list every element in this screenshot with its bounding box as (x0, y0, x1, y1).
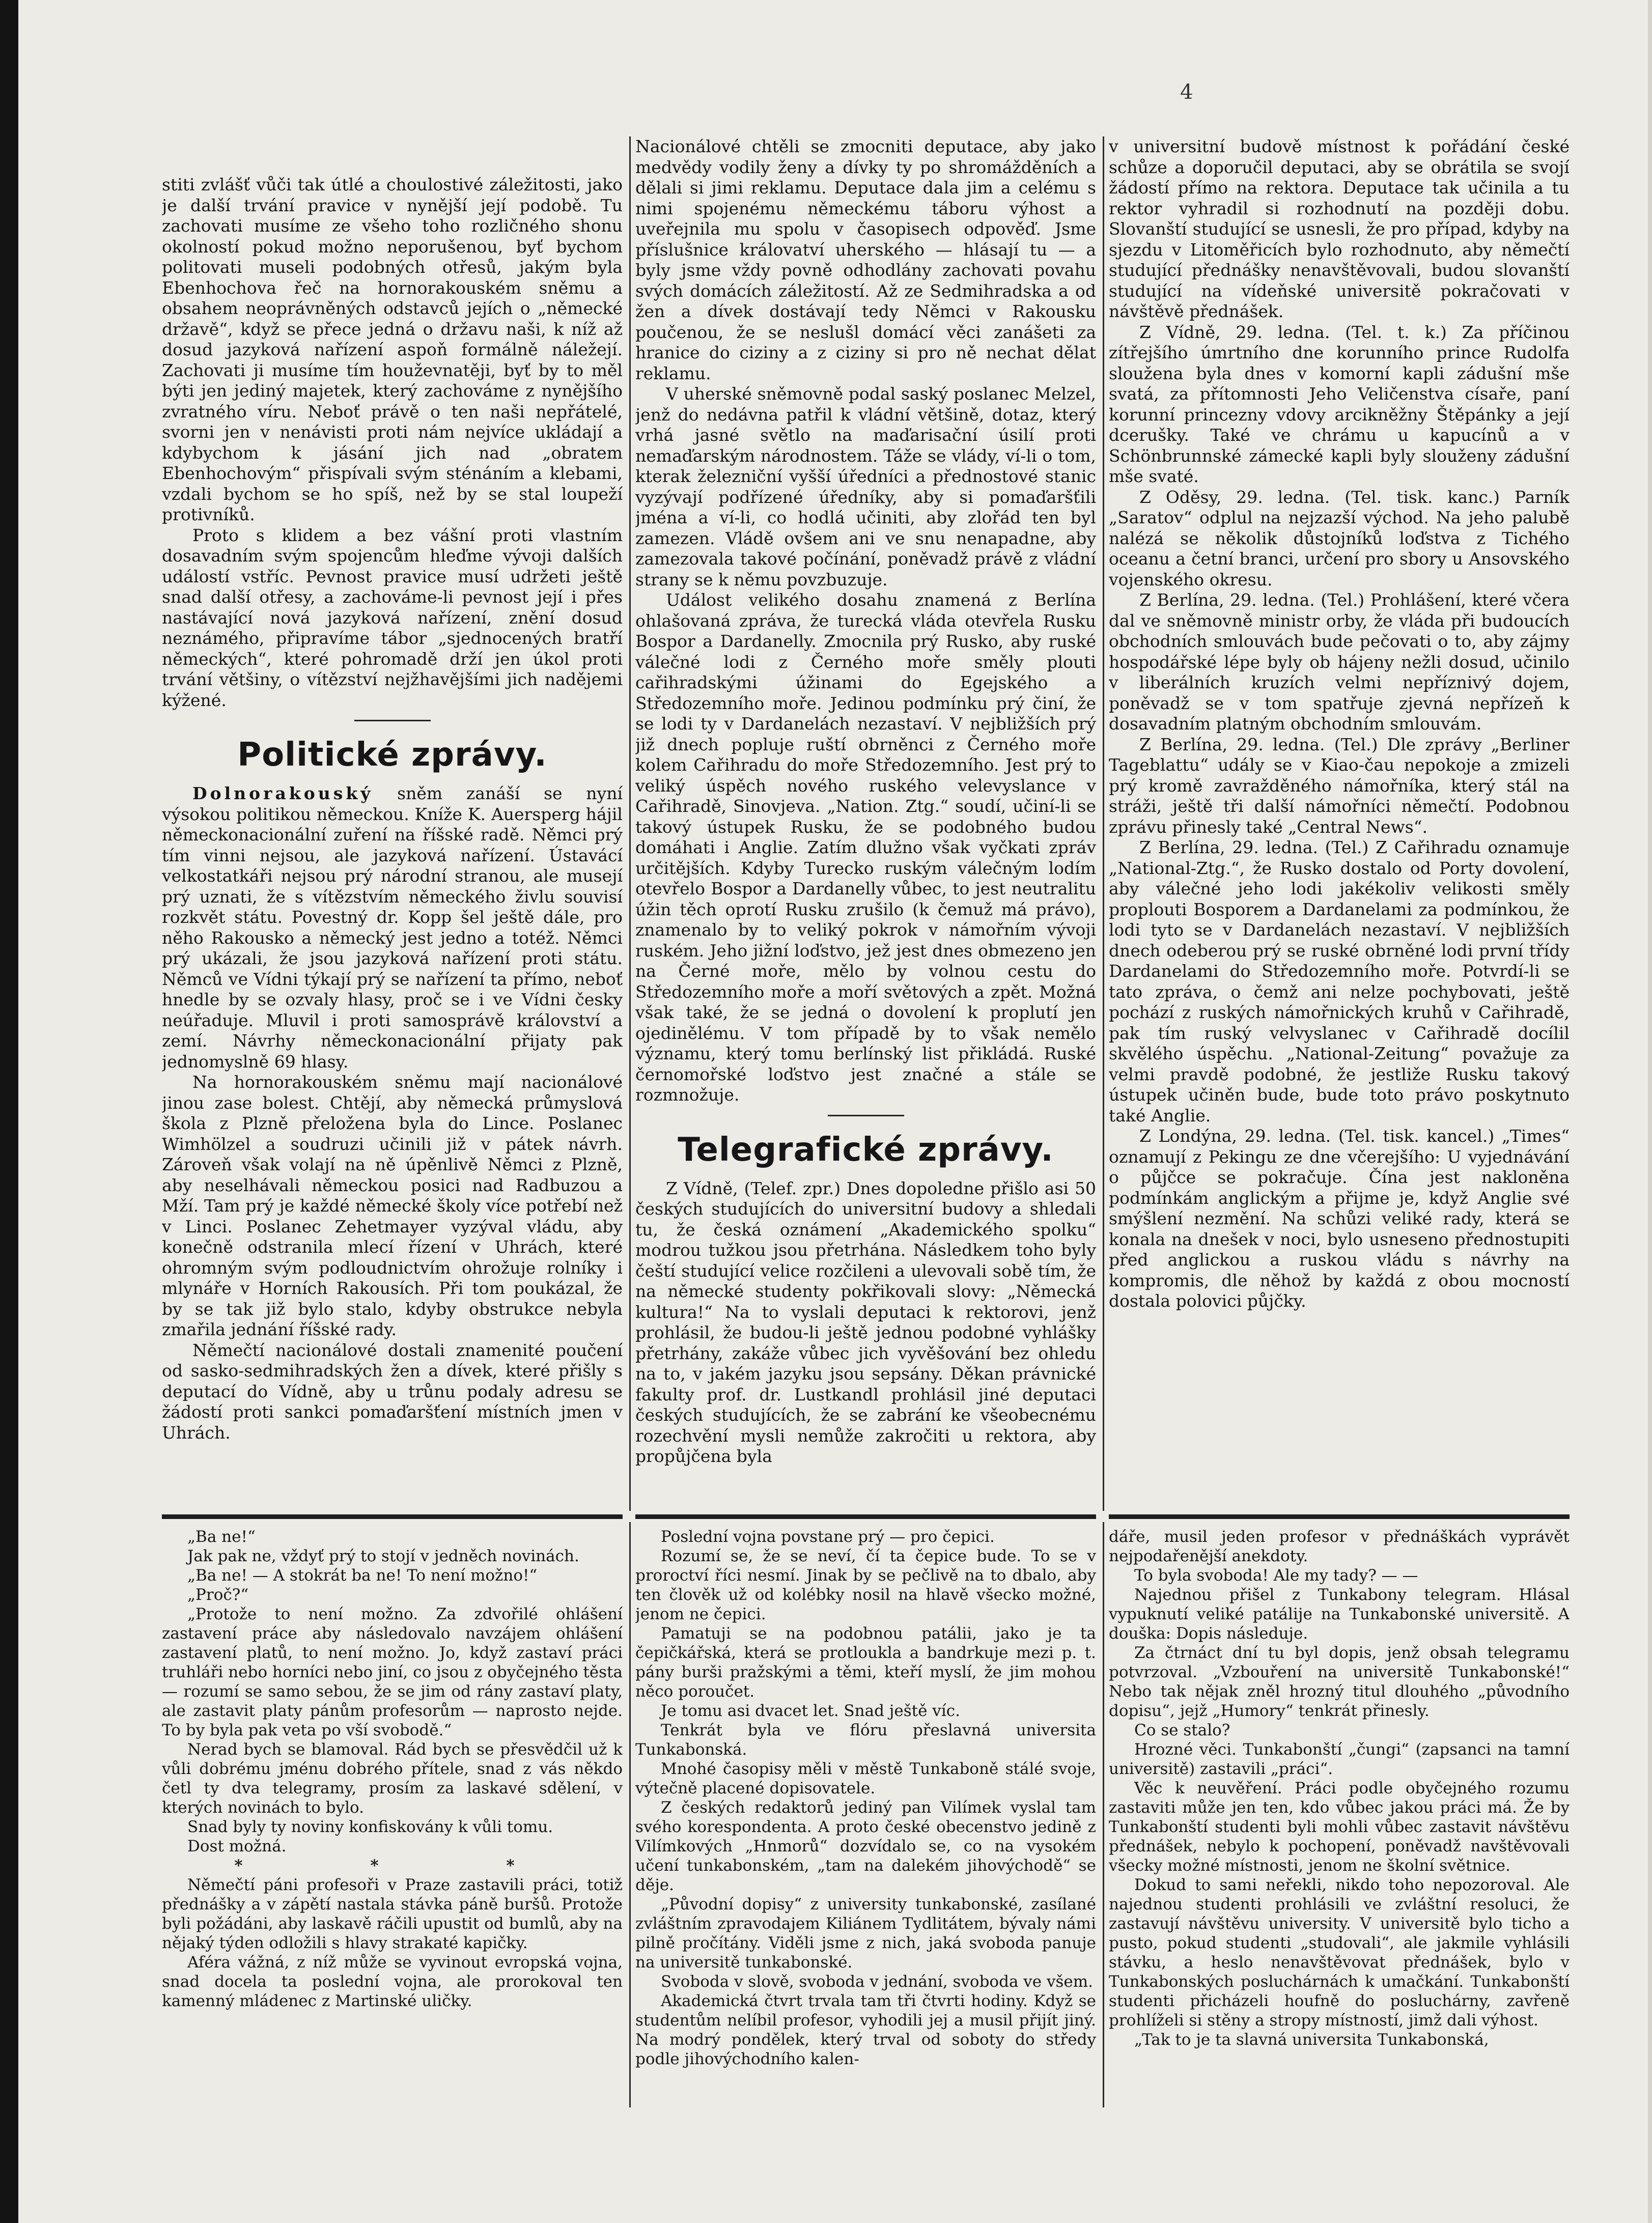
col1-paragraph-2: Proto s klidem a bez vášní proti vlastním dosavadním svým spojencům hleďme vývoji dalších událostí vstříc. Pevnost pravice musí udržeti ještě snad další otřesy, a zachováme-li pevnost její i přes nastávající nová jazyková nařízení, znění dosud neznámého, připravíme tábor „sjednocených bratří německých“, které pohromadě drží jen úkol proti trvání většiny, o vítězství nejžhavějšími jich nadějemi kýžené. (162, 525, 623, 710)
feuilleton-1-line-1: „Ba ne!“ (187, 1528, 256, 1546)
feuilleton-2-line-4: Je tomu asi dvacet let. Snad ještě víc. (661, 1702, 960, 1720)
feuilleton-3-line-7: Věc k neuvěření. Práci podle obyčejného rozumu zastaviti může jen ten, kdo vůbec jakou práci má. Že by Tunkabonští studenti byli mohli vůbec zastavit návštěvu přednášek, nebylo k pochopení, poněvadž navštěvovali všecky možné místnosti, jenom ne školní světnice. (1109, 1779, 1570, 1875)
feuilleton-3-line-3: Najednou přišel z Tunkabony telegram. Hlásal vypuknutí veliké patálije na Tunkabonské universitě. A douška: Dopis následuje. (1109, 1586, 1570, 1643)
feuilleton-1-line-7: Snad byly ty noviny konfiskovány k vůli tomu. (187, 1818, 553, 1836)
feuilleton-3-line-1: dáře, musil jeden profesor v přednáškách vyprávět nejpodařenější anekdoty. (1109, 1528, 1570, 1565)
feuilleton-divider-3 (1109, 1514, 1570, 1519)
feuilleton-1-line-10: Aféra vážná, z níž může se vyvinout evropská vojna, snad docela ta poslední vojna, ale prorokoval ten kamenný mládenec z Martinské uličky. (162, 1953, 623, 2010)
feuilleton-3-line-9: „Tak to je ta slavná universita Tunkabonská, (1134, 2031, 1489, 2049)
section-separator (354, 720, 431, 721)
feuilleton-2-line-2: Rozumí se, že se neví, čí ta čepice bude. To se v proroctví říci nesmí. Jinak by se pečlivě na to dbalo, aby ten člověk už od kolébky nosil na hlavě všecko možné, jenom ne čepici. (635, 1547, 1096, 1623)
feuilleton-1-line-6: Nerad bych se blamoval. Rád bych se přesvědčil už k vůli dobrému jménu dobrého přítele, snad z vás někdo četl ty dva telegramy, prosím za laskavé sdělení, v kterých novinách to bylo. (162, 1740, 623, 1817)
news1-text: sněm zanáší se nyní výsokou politikou německou. Kníže K. Auersperg hájil německonacionální zuření na říšské radě. Němci prý tím vinni nejsou, ale jazyková nařízení. Ústavácí velkostatkáři nejsou prý národní stranou, ale musejí prý uznati, že s vítězstvím německého živlu souvisí rozkvět státu. Povestný dr. Kopp šel ještě dále, pro něho Rakousko a německý jest jedno a totéž. Němci prý ukázali, že jsou jazyková nařízení proti státu. Němců ve Vídni týkají prý se nařízení ta přímo, neboť hnedle by se ozvaly hlasy, proč se i ve Vídni česky neúřaduje. Mluvil i proti samosprávě království a zemí. Návrhy německonacionální přijaty pak jednomyslně 69 hlasy. (162, 783, 623, 1072)
col2-paragraph-1: Nacionálové chtěli se zmocniti deputace, aby jako medvědy vodily ženy a dívky ty po shromážděních a dělali si jimi reklamu. Deputace dala jim a celému s nimi spojenému německému táboru výhost a uveřejnila mu spolu v časopisech odpověď. Jsme příslušnice královatví uherského — hlásají tu — a byly jsme vždy povně odhodlány zachovati povahu svých domácích záležitostí. Až ze Sedmihradska a od žen a dívek dostávají tedy Němci v Rakousku poučenou, že se neslušl domácí věci zanášeti za hranice do ciziny a z ciziny si pro ně nechat dělat reklamu. (635, 136, 1096, 383)
section-separator (828, 1115, 904, 1116)
feuilleton-column-3 (1109, 1527, 1570, 2158)
feuilleton-3-line-4: Za čtrnáct dní tu byl dopis, jenž obsah telegramu potvrzoval. „Vzbouření na universitě Tunkabonské!“ Nebo tak nějak zněl hrozný titul dlouhého „původního dopisu“, jejž „Humory“ tenkrát přinesly. (1109, 1644, 1570, 1720)
feuilleton-2-line-5: Tenkrát byla ve flóru přeslavná universita Tunkabonská. (635, 1721, 1096, 1759)
telegram-odessa: Z Oděsy, 29. ledna. (Tel. tisk. kanc.) Parník „Saratov“ odplul na nejzazší východ. Na jeho palubě nalézá se několik důstojníků loďstva z Tichého oceanu a četní branci, určení pro sbory u Ansovského vojenského okresu. (1109, 487, 1570, 589)
feuilleton-1-line-9: Němečtí páni profesoři v Praze zastavili práci, totiž přednášky a v zápětí nastala stávka páně buršů. Protože byli požádáni, aby laskavě ráčili upustit od bumlů, aby na nějaký týden odložili s hlavy strakaté kapičky. (162, 1876, 623, 1952)
col2-paragraph-3: Událost velikého dosahu znamená z Berlína ohlašovaná zpráva, že turecká vláda otevřela Rusku Bospor a Dardanelly. Zmocnila prý Rusko, aby ruské válečné lodi z Černého moře směly plouti cařihradskými úžinami do Egejského a Středozemního moře. Jedinou podmínku prý činí, že se lodi ty v Dardanelách nezastaví. V nejbližších prý již dnech popluje ruští obrněnci z Černého moře kolem Cařihradu do moře Středozemního. Jest prý to veliký úspěch nového ruského velevyslance v Cařihradě, Sinovjeva. „Nation. Ztg.“ soudí, učiní-li se takový ústupek Rusku, že se podobného budou domáhati i Anglie. Zatím dlužno však vyčkati zpráv určitějších. Kdyby Turecko ruským válečným lodím otevřelo Bospor a Dardanelly vůbec, to jest neutralitu úžin těch oprotí Rusku zrušilo (k čemuž má právo), znamenalo by to veliký pokrok v námořním vývoji ruském. Jeho jižní loďstvo, jež jest dnes obmezeno jen na Černé moře, mělo by volnou cestu do Středozemního moře a moří světových a zpět. Možná však také, že se jedná o dovolení k proplutí jen ojedinělému. V tom případě by to však nemělo významu, který tomu berlínský list přikládá. Ruské černomořské loďstvo jest značné a stále se rozmnožuje. (635, 590, 1096, 1105)
news1-lead: Dolnorakouský (192, 783, 374, 803)
page-number: 4 (1180, 80, 1193, 104)
feuilleton-2-line-9: Svoboda v slově, svoboda v jednání, svoboda ve všem. (661, 1973, 1094, 1991)
scan-binding-edge (0, 0, 18, 2223)
telegram-vienna-2: Z Vídně, 29. ledna. (Tel. t. k.) Za příčinou zítřejšího úmrtního dne korunního prince Rudolfa sloužena byla dnes v komorní kapli zádušní mše svatá, za přítomnosti Jeho Veličenstva císaře, paní korunní princezny vdovy arcikněžny Štěpánky a její dcerušky. Také ve chrámu u kapucínů a v Schönbrunnské zámecké kapli byly slouženy zádušní mše svaté. (1109, 322, 1570, 486)
telegram-london: Z Londýna, 29. ledna. (Tel. tisk. kancel.) „Times“ oznamují z Pekingu ze dne včerejšího: U vyjednávání o půjčce se pokračuje. Čína jest nakloněna podmínkám anglickým a přijme je, když Anglie své smýšlení nezmění. Na schůzi veliké rady, která se konala na dnešek v noci, bylo usneseno přednostupiti před anglickou a ruskou vládu s návrhy na kompromis, dle něhož by každá z obou mocností dostala polovici půjčky. (1109, 1126, 1570, 1311)
column-rule-left (629, 136, 631, 1511)
feuilleton-1-line-2: Jak pak ne, vždyť prý to stojí v jedněch novinách. (187, 1547, 579, 1565)
news2-text: Na hornorakouském sněmu mají nacionálové jinou zase bolest. Chtějí, aby německá průmyslová škola z Plzně přeložena byla do Lince. Poslanec Wimhölzel a soudruzi učinili již v pátek návrh. Zároveň však volají na ně úpěnlivě Němci z Plzně, aby neselhávali německou posici nad Radbuzou a Mží. Tam prý je každé německé školy více potřebí než v Linci. Poslanec Zehetmayer vyzýval vládu, aby konečně odstranila mlecí řízení v Uhrách, které ohromným svým podloudnictvím ohrožuje rolníky i mlynáře v Horních Rakousích. Při tom poukázal, že by se tak již bylo stalo, kdyby obstrukce nebyla zmařila jednání říšské rady. (162, 1072, 623, 1339)
feuilleton-3-line-2: To byla svoboda! Ale my tady? — — (1134, 1566, 1418, 1585)
feuilleton-rule-right (1103, 1522, 1104, 2107)
feuilleton-3-line-5: Co se stalo? (1134, 1721, 1230, 1739)
headline-political-news: Politické zprávy. (237, 736, 547, 774)
feuilleton-1-line-4: „Proč?“ (187, 1586, 249, 1604)
telegram-berlin-3: Z Berlína, 29. ledna. (Tel.) Z Cařihradu oznamuje „National-Ztg.“, že Rusko dostalo od Porty dovolení, aby válečné jeho lodi jakékoliv velikosti směly proplouti Bosporem a Dardanelami za podmínkou, že lodi tyto se v Dardanelách nezastaví. V nejbližších dnech odeberou prý se ruské obrněné lodi první třídy Dardanelami do Středozemního moře. Potvrdí-li se tato zpráva, o čemž ani nelze pochybovati, ještě pochází z ruských námořnických kruhů v Cařihradě, pak tím ruský velvyslanec v Cařihradě docílil skvělého úspěchu. „National-Zeitung“ považuje za velmi pravdě podobné, že jestliže Rusku takový ústupek učiněn bude, bude toto právo poskytnuto také Anglie. (1109, 837, 1570, 1125)
feuilleton-3-line-8: Dokud to sami neřekli, nikdo toho nepozoroval. Ale najednou studenti prohlásili ve zvláštní resoluci, že zastavují návštěvu university. V universitě bylo ticho a pusto, pokud studenti „studovali“, ale jakmile vyhlásili stávku, a heslo nenavštěvovat přednášek, bylo v Tunkabonských posluchárnách k umačkání. Tunkabonští studenti přicházeli houfně do posluchárny, zavřeně prohlíželi si stěny a stropy místností, jimž dali výhost. (1109, 1876, 1570, 2030)
scan-right-edge (1648, 0, 1652, 2223)
column-3 (1109, 136, 1570, 1511)
col1-paragraph-1: stiti zvlášť vůči tak útlé a choulostivé záležitosti, jako je další trvání pravice v nynější její podobě. Tu zachovati musíme ze všeho toho rozličného shonu okolností pokud možno neporušenou, byť bychom politovati museli podobných otřesů, jakým byla Ebenhochova řeč na hornorakouském sněmu a obsahem neoprávněných odstavců jejích o „německé državě“, když se přece jedná o državu naši, k níž až dosud jazyková nařízení aspoň formálně náležejí. Zachovati ji musíme tím houževnatěji, byť by to měl býti jen jediný majetek, který zachováme z nynějšího zvratného víru. Neboť právě o ten naši nepřátelé, svorni jen v nenávisti proti nám nejvíce ukládají a kdybychom k jásání jich nad „obratem Ebenhochovým“ přispívali svým sténáním a klebami, vzdali bychom se ho spíš, než by se stal loupeží protivníků. (162, 175, 623, 524)
telegram-berlin-1: Z Berlína, 29. ledna. (Tel.) Prohlášení, které včera dal ve sněmovně ministr orby, že vláda při budoucích obchodních smlouvách bude pečovati o to, aby zájmy hospodářské lépe byly ob hájeny nežli dosud, učinilo v liberálních kruzích velmi nepříznivý dojem, poněvadž se v tom spatřuje zjevná nepřízeň k dosavadním platným obchodním smlouvám. (1109, 590, 1570, 734)
headline-telegraphic-news: Telegrafické zprávy. (678, 1131, 1054, 1169)
asterism: * * * (234, 1856, 576, 1875)
news3-text: Němečtí nacionálové dostali znamenité poučení od sasko-sedmihradských žen a dívek, které přišly s deputací do Vídně, aby u trůnu podaly adresu se žádostí proti sankci pomaďaršťení místních jmen v Uhrách. (162, 1340, 623, 1443)
feuilleton-column-1 (162, 1527, 623, 2158)
feuilleton-2-line-7: Z českých redaktorů jediný pan Vilímek vyslal tam svého korespondenta. A proto české obecenstvo jedině z Vilímkových „Hnmorů“ dozvídalo se, co na vysokém učení tunkabonském, „tam na dalekém jihovýchodě“ se děje. (635, 1798, 1096, 1894)
column-1 (162, 175, 623, 1513)
feuilleton-2-line-3: Pamatuji se na podobnou patálii, jako je ta čepičkářská, která se protloukla a bandrkuje mezi p. t. pány burši pražskými a těmi, kteří myslí, že jim mohou něco poroučet. (635, 1624, 1096, 1701)
feuilleton-2-line-6: Mnohé časopisy měli v městě Tunkaboně stálé svoje, výtečně placené dopisovatele. (635, 1760, 1096, 1797)
feuilleton-1-line-8: Dost možná. (187, 1837, 287, 1855)
telegram-vienna-1: Z Vídně, (Telef. zpr.) Dnes dopoledne přišlo asi 50 českých studujících do universitní budovy a shledali tu, že česká oznámení „Akademického spolku“ modrou tužkou jsou přetrhána. Následkem toho byly čeští studující velice rozčileni a ulevovali sobě tím, že na německé studenty pokřikovali slovy: „Německá kultura!“ Na to vyslali deputaci k rektorovi, jenž prohlásil, že budou-li ještě jednou podobné vyhlášky přetrhány, zakáže vůbec jich vyvěšování bez ohledu na to, v jakém jazyku jsou sepsány. Děkan právnické fakulty prof. dr. Lustkandl prohlásil jiné deputaci českých studujících, že se zabrání ke všeobecnému rozechvění mysli nemůže zakročiti u rektora, aby propůjčena byla (635, 1178, 1096, 1466)
col3-paragraph-1: v universitní budově místnost k pořádání české schůze a doporučil deputaci, aby se obrátila se svojí žádostí přímo na rektora. Deputace tak učinila a tu rektor vyhradil si rozhodnutí na později dobu. Slovanští studující se usnesli, že pro případ, kdyby na sjezdu v Litoměřicích bylo rozhodnuto, aby němečtí studující přednášky nenavštěvovali, budou slovanští studující na vídeňské universitě pokračovati v návštěvě přednášek. (1109, 136, 1570, 321)
column-2 (635, 136, 1096, 1511)
feuilleton-column-2 (635, 1527, 1096, 2158)
feuilleton-divider-1 (162, 1514, 623, 1519)
feuilleton-rule-left (629, 1522, 631, 2107)
feuilleton-2-line-8: „Původní dopisy“ z university tunkabonské, zasílané zvláštním zpravodajem Kiliánem Tydlitátem, bývaly námi pilně pročítány. Viděli jsme z nich, jaká svoboda panuje na universitě tunkabonské. (635, 1895, 1096, 1972)
feuilleton-1-line-3: „Ba ne! — A stokrát ba ne! To není možno!“ (187, 1566, 538, 1585)
feuilleton-2-line-10: Akademická čtvrt trvala tam tři čtvrti hodiny. Když se studentům nelíbil profesor, vyhodili jej a musil přijít jiný. Na modrý pondělek, který trval od soboty do středy podle jihovýchodního kalen- (635, 1992, 1096, 2068)
telegram-berlin-2: Z Berlína, 29. ledna. (Tel.) Dle zprávy „Berliner Tageblattu“ udály se v Kiao-čau nepokoje a zmizeli prý kromě zavražděného námořníka, který stál na stráži, ještě tři další námořníci němečtí. Podobnou zprávu přinesly také „Central News“. (1109, 734, 1570, 837)
column-rule-right (1103, 136, 1104, 1511)
feuilleton-1-line-5: „Protože to není možno. Za zdvořilé ohlášení zastavení práce aby následovalo navzájem ohlášení zastavení platů, to není možno. Jo, když zastaví práci truhláři nebo horníci nebo jiní, co jsou z obyčejného těsta — rozumí se samo sebou, že se jim od rány zastaví platy, ale zastavit platy pánům profesorům — naprosto nejde. To by byla pak veta po vší svobodě.“ (162, 1605, 623, 1739)
feuilleton-2-line-1: Poslední vojna povstane prý — pro čepici. (661, 1528, 995, 1546)
feuilleton-3-line-6: Hrozné věci. Tunkabonští „čungi“ (zapsanci na tamní universitě) zastavili „práci“. (1109, 1740, 1570, 1778)
col2-paragraph-2: V uherské sněmovně podal saský poslanec Melzel, jenž do nedávna patřil k vládní většině, dotaz, který vrhá jasné světlo na maďarisační úsilí proti nemaďarským národnostem. Táže se vlády, ví-li o tom, kterak železniční vyšší úředníci a přednostové stanic vyzývají podřízené úředníky, aby si pomaďaršťili jména a ví-li, co hodlá učiniti, aby zlořád ten byl zamezen. Vládě ovšem ani ve snu nenapadne, aby zamezovala takové počínání, poněvadž právě z vládní strany se k němu povzbuzuje. (635, 384, 1096, 589)
feuilleton-divider-2 (635, 1514, 1096, 1519)
